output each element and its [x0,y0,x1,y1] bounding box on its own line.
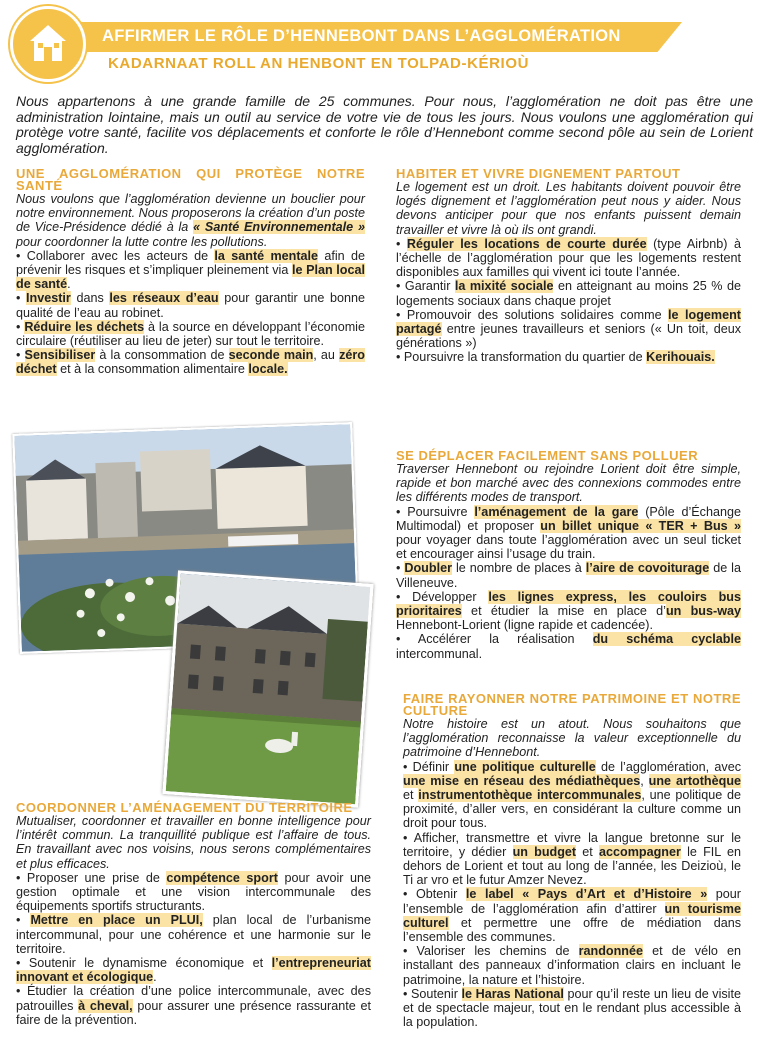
header-banner [0,0,768,90]
list-item: • Sensibiliser à la consommation de seconde main, au zéro déchet et à la consommation alimentaire locale. [16,348,365,377]
house-icon [26,21,70,65]
photo-haras [162,570,373,807]
section-title: COORDONNER L’AMÉNAGEMENT DU TERRITOIRE [16,800,353,815]
list-item: • Obtenir le label « Pays d’Art et d’Histoire » pour l’ensemble de l’agglomération afin d’attirer un tourisme culturel et permettre une offre de médiation dans l’ensemble des communes. [403,887,741,945]
section-title: SE DÉPLACER FACILEMENT SANS POLLUER [396,448,699,463]
list-item: • Mettre en place un PLUI, plan local de l’urbanisme intercommunal, pour une cohérence et une harmonie sur le territoire. [16,913,371,956]
list-item: • Doubler le nombre de places à l’aire de covoiturage de la Villeneuve. [396,561,741,590]
list-item: • Accélérer la réalisation du schéma cyclable intercommunal. [396,632,741,661]
list-item: • Promouvoir des solutions solidaires comme le logement partagé entre jeunes travailleurs et seniors (« Un toit, deux générations ») [396,307,741,351]
list-item: • Soutenir le Haras National pour qu’il reste un lieu de visite et de spectacle majeur, tout en le rendant plus accessible à la population. [403,986,741,1030]
list-item: • Poursuivre la transformation du quartier de Kerihouais. [396,350,715,365]
list-item: • Soutenir le dynamisme économique et l’entrepreneuriat innovant et écologique. [16,956,371,985]
logo [10,6,86,82]
section-title: FAIRE RAYONNER NOTRE PATRIMOINE ET NOTRE CULTURE [403,691,741,718]
section-title: HABITER ET VIVRE DIGNEMENT PARTOUT [396,166,681,181]
section-lead: Traverser Hennebont ou rejoindre Lorient doit être simple, rapide et bon marché avec des connexions commodes entre les différents modes de transport. [396,462,741,505]
section-lead: Notre histoire est un atout. Nous souhaitons que l’agglomération reconnaisse la valeur exceptionnelle du patrimoine d’Hennebont. [403,717,741,760]
list-item: • Étudier la création d’une police intercommunale, avec des patrouilles à cheval, pour assurer une présence rassurante et faire de la prévention. [16,984,371,1027]
list-item: • Collaborer avec les acteurs de la santé mentale afin de prévenir les risques et s’impliquer pleinement via le Plan local de santé. [16,248,366,292]
list-item: • Réduire les déchets à la source en développant l’économie circulaire (réutiliser au lieu de jeter) sur tout le territoire. [16,319,365,349]
list-item: • Développer les lignes express, les couloirs bus prioritaires et étudier la mise en place d’un bus-way Hennebont-Lorient (ligne rapide et cadencée). [396,589,742,633]
section-territoire [16,802,371,1027]
page-title: AFFIRMER LE RÔLE D’HENNEBONT DANS L’AGGLOMÉRATION [102,27,621,45]
section-lead: Le logement est un droit. Les habitants doivent pouvoir être logés dignement et l’agglomération peut nous y aider. Nous devons anticiper pour que nos enfants puissent demain travailler et vivre là où ils ont grandi. [396,180,741,237]
list-item: • Définir une politique culturelle de l’agglomération, avec une mise en réseau des médiathèques, une artothèque et instrumentothèque intercommunales, une politique de proximité, d’aller vers, en considérant la culture comme un droit pour tous. [403,759,742,831]
list-item: • Investir dans les réseaux d’eau pour garantir une bonne qualité de l’eau au robinet. [16,291,365,320]
list-item: • Réguler les locations de courte durée (type Airbnb) à l’échelle de l’agglomération pour que les logements restent disponibles aux familles qui vivent ici toute l’année. [396,236,742,280]
list-item: • Valoriser les chemins de randonnée et de vélo en installant des panneaux d’information clairs en incluant le patrimoine, la nature et l’histoire. [403,944,741,987]
section-habiter [396,168,741,365]
page-subtitle: KADARNAAT ROLL AN HENBONT EN TOLPAD-KÉRIOÙ [108,55,530,72]
intro-paragraph: Nous appartenons à une grande famille de 25 communes. Pour nous, l’agglomération ne doit pas être une administration lointaine, mais un outil au service de votre vie de tous les jours. Nous voulons une agglomération qui protège votre santé, facilite vos déplacements et conforte le rôle d’Hennebont comme second pôle au sein de Lorient agglomération. [16,93,753,156]
section-lead: Mutualiser, coordonner et travailler en bonne intelligence pour l’intérêt commun. La tranquillité publique est l’affaire de tous. En travaillant avec nos voisins, nous serons complémentaires et plus efficaces. [16,814,371,871]
list-item: • Afficher, transmettre et vivre la langue bretonne sur le territoire, y dédier un budget et accompagner le FIL en dehors de Lorient et tout au long de l’année, les Deizioù, le Ti ar vro et le futur Amzer Nevez. [403,830,741,888]
section-deplacer [396,450,741,661]
list-item: • Proposer une prise de compétence sport pour avoir une gestion optimale et une vision intercommunale des équipements sportifs structurants. [16,870,371,914]
section-title: UNE AGGLOMÉRATION QUI PROTÈGE NOTRE SANTÉ [16,166,365,193]
section-patrimoine [403,693,741,1029]
section-sante [16,168,365,377]
section-lead: Nous voulons que l’agglomération devienne un bouclier pour notre environnement. Nous proposerons la création d’un poste de Vice-Présidence dédié à la « Santé Environnementale » pour coordonner la lutte contre les pollutions. [16,192,365,249]
list-item: • Garantir la mixité sociale en atteignant au moins 25 % de logements sociaux dans chaque projet [396,279,741,308]
list-item: • Poursuivre l’aménagement de la gare (Pôle d’Échange Multimodal) et proposer un billet unique « TER + Bus » pour voyager dans toute l’agglomération avec un seul ticket et encourager ainsi l’usage du train. [396,504,741,562]
